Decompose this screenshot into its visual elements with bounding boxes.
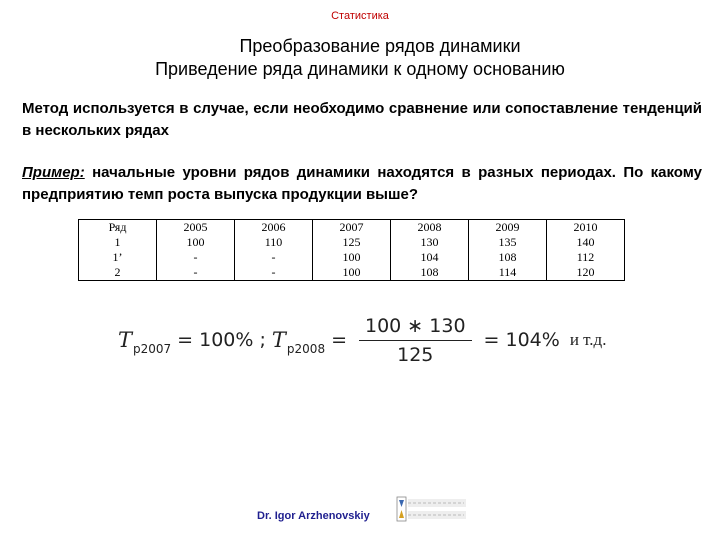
table-header-cell: 2009 <box>469 220 547 236</box>
fraction-numerator: 100 ∗ 130 <box>359 315 472 341</box>
table-cell: 114 <box>469 265 547 281</box>
table-cell: - <box>157 250 235 265</box>
table-row <box>79 235 625 250</box>
formula-eq-2: = <box>331 329 347 351</box>
example-text: начальные уровни рядов динамики находятся в разных периодах. По какому предприятию темп роста выпуска продукции выше? <box>22 164 702 203</box>
page-subtitle: Приведение ряда динамики к одному основанию <box>155 59 565 79</box>
table-cell: 104 <box>391 250 469 265</box>
table-cell: - <box>235 265 313 281</box>
example-paragraph <box>22 162 702 206</box>
table-cell: 140 <box>547 235 625 250</box>
institute-logo <box>396 496 468 524</box>
table-cell: 112 <box>547 250 625 265</box>
formula-sub-1: р2007 <box>133 342 172 356</box>
table-header-cell: 2005 <box>157 220 235 236</box>
formula-eq-1: = 100% ; <box>177 329 266 351</box>
header: Статистика <box>331 10 389 22</box>
table-cell: - <box>235 250 313 265</box>
table-header-cell: 2008 <box>391 220 469 236</box>
formula <box>118 310 606 370</box>
table-header-cell: Ряд <box>79 220 157 236</box>
table-cell: 130 <box>391 235 469 250</box>
table-cell: 108 <box>469 250 547 265</box>
table-header-cell: 2006 <box>235 220 313 236</box>
table-cell: 125 <box>313 235 391 250</box>
table-cell: 120 <box>547 265 625 281</box>
table-cell: 108 <box>391 265 469 281</box>
table-cell: 100 <box>313 250 391 265</box>
formula-fraction <box>359 315 472 366</box>
table-row <box>79 265 625 281</box>
table-cell: 100 <box>157 235 235 250</box>
formula-sub-2: р2008 <box>286 342 326 356</box>
table-header-cell: 2010 <box>547 220 625 236</box>
formula-etc: и т.д. <box>569 330 607 349</box>
method-paragraph: Метод используется в случае, если необходимо сравнение или сопоставление тенденций в нескольких рядах <box>22 100 702 139</box>
formula-var-1: $T_{р2007}$ <box>118 328 172 356</box>
author-footer: Dr. Igor Arzhenovskiy <box>257 510 370 522</box>
table-row <box>79 220 625 236</box>
formula-var-2: $T_{р2008}$ <box>271 328 326 356</box>
table-cell: 1 <box>79 235 157 250</box>
table-cell: 100 <box>313 265 391 281</box>
formula-result: = 104% <box>483 329 560 351</box>
table-header-cell: 2007 <box>313 220 391 236</box>
table-cell: 1’ <box>79 250 157 265</box>
table-cell: 110 <box>235 235 313 250</box>
table-row <box>79 250 625 265</box>
table-cell: 2 <box>79 265 157 281</box>
series-table <box>78 219 625 281</box>
page-title: Преобразование рядов динамики <box>239 36 521 56</box>
table-cell: 135 <box>469 235 547 250</box>
fraction-denominator: 125 <box>397 343 434 366</box>
table-cell: - <box>157 265 235 281</box>
example-label: Пример: <box>22 164 85 181</box>
